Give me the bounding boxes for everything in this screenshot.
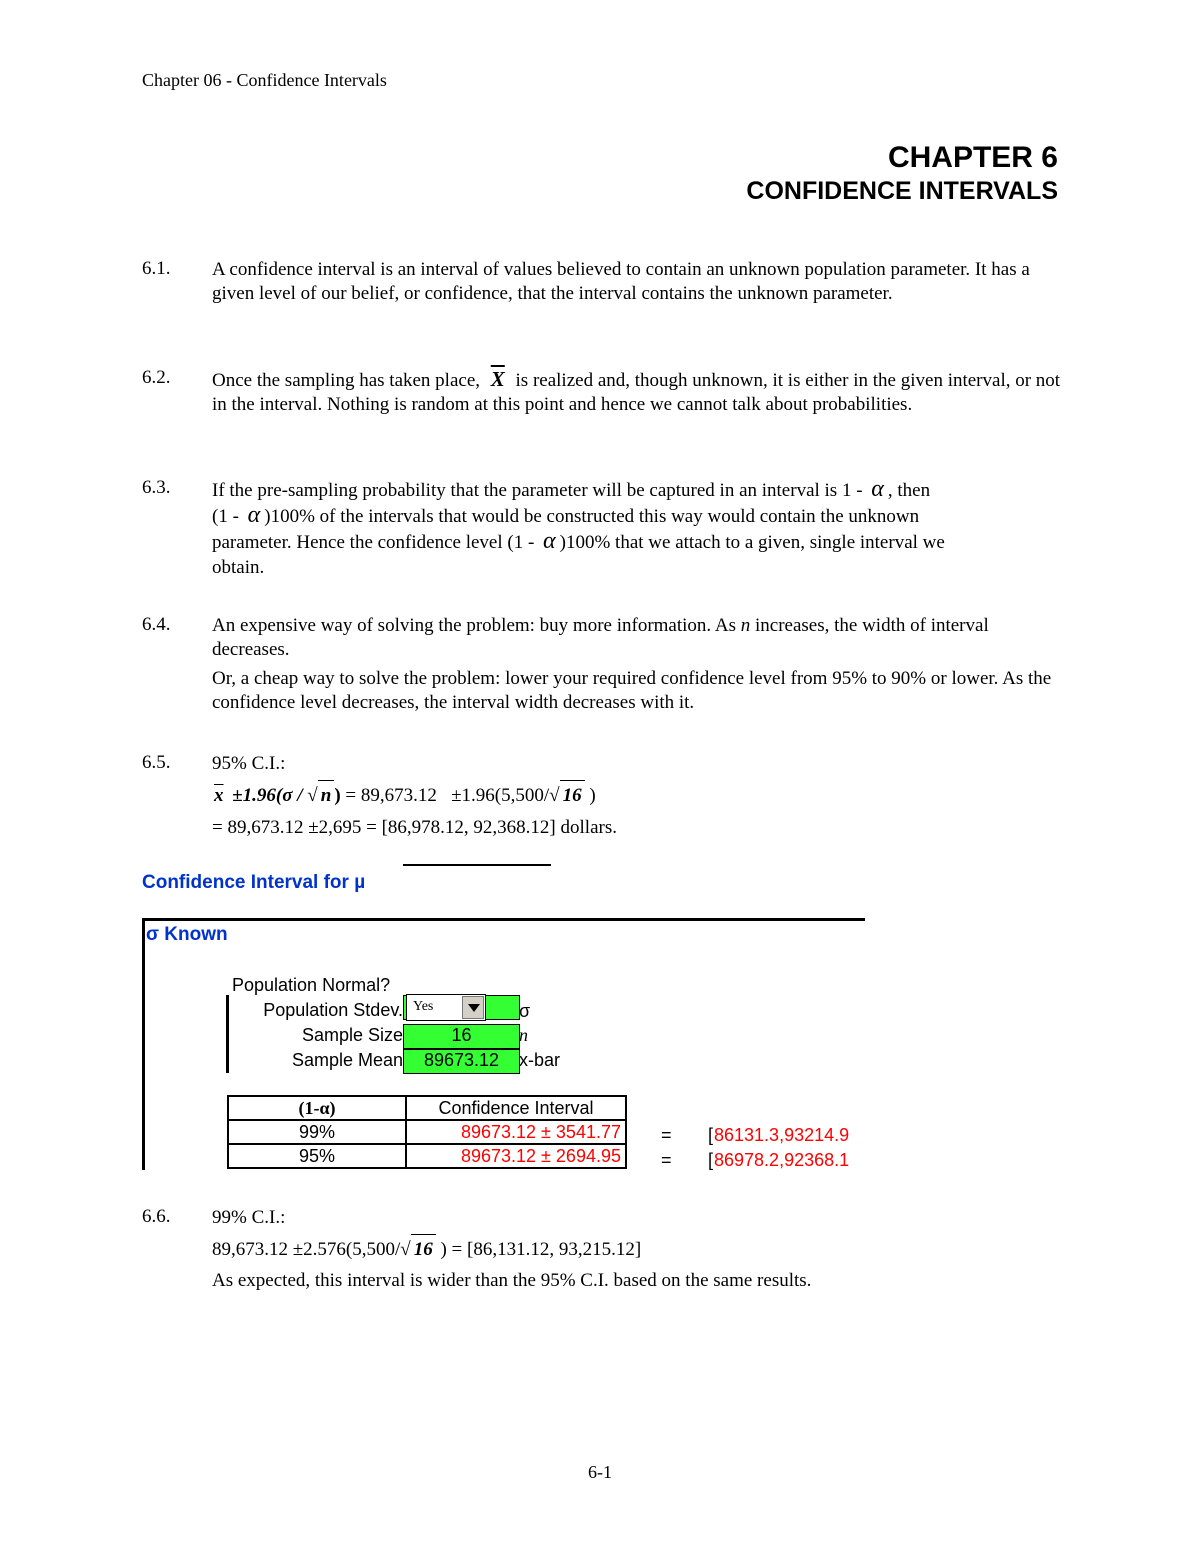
item-number: 6.3. bbox=[142, 477, 171, 498]
item-text: As expected, this interval is wider than the 95% C.I. based on the same results. bbox=[212, 1270, 812, 1291]
table-header: (1-α) bbox=[228, 1096, 406, 1120]
table-cell-level: 95% bbox=[228, 1144, 406, 1168]
sample-size-input[interactable]: 16 bbox=[403, 1024, 520, 1049]
xbar-symbol: $\overline{X}$ bbox=[490, 367, 505, 391]
item-text-part: increases, the width of interval decreases. bbox=[212, 615, 989, 660]
table-cell-interval: 89673.12 ± 2694.95 bbox=[406, 1144, 626, 1168]
chapter-number: CHAPTER 6 bbox=[887, 141, 1058, 174]
item-heading: 95% C.I.: bbox=[212, 753, 286, 774]
dropdown-value: Yes bbox=[413, 999, 434, 1014]
item-text-part: obtain. bbox=[212, 557, 265, 578]
chevron-down-icon[interactable] bbox=[462, 996, 484, 1019]
equals-sign: = bbox=[661, 1125, 672, 1145]
chapter-title: CONFIDENCE INTERVALS bbox=[746, 177, 1058, 205]
item-text-part: (1 - bbox=[212, 506, 239, 527]
formula-part: ±1.96(5,500/ bbox=[451, 785, 550, 806]
formula-part: = 89,673.12 bbox=[345, 785, 437, 806]
alpha-symbol: α bbox=[543, 528, 556, 554]
formula-part: σ / bbox=[282, 785, 303, 806]
sample-mean-input[interactable]: 89673.12 bbox=[403, 1049, 520, 1074]
sqrt-symbol: √ 16 bbox=[549, 780, 584, 811]
table-cell-level: 99% bbox=[228, 1120, 406, 1144]
item-number: 6.6. bbox=[142, 1206, 171, 1227]
sample-size-label: Sample Size bbox=[301, 1025, 403, 1045]
item-text-part: An expensive way of solving the problem: buy more information. As bbox=[212, 615, 736, 636]
item-text-part: is realized and, though unknown, it is either in the given interval, or not in the interval. Nothing is random at this point and hence we cannot talk about probabilities. bbox=[212, 370, 1061, 415]
box-border-top bbox=[142, 918, 865, 921]
running-head: Chapter 06 - Confidence Intervals bbox=[142, 70, 387, 90]
n-symbol: n bbox=[519, 1025, 528, 1045]
formula-part: 89,673.12 ±2.576(5,500/ bbox=[212, 1239, 401, 1260]
n-symbol: n bbox=[740, 615, 751, 636]
item-number: 6.1. bbox=[142, 258, 171, 279]
formula-part: ) bbox=[589, 785, 596, 806]
box-border-left bbox=[142, 920, 145, 1170]
radicand: 16 bbox=[560, 780, 585, 811]
alpha-symbol: α bbox=[871, 476, 884, 502]
page-number: 6-1 bbox=[588, 1462, 612, 1482]
bracket: [ bbox=[708, 1125, 714, 1145]
item-text-part: )100% of the intervals that would be constructed this way would contain the unknown bbox=[264, 506, 920, 527]
item-text-continued: Or, a cheap way to solve the problem: lower your required confidence level from 95% to 90% or lower. As the confidence level decreases, the interval width decreases with it. bbox=[212, 668, 1052, 713]
confidence-interval-table bbox=[227, 1095, 627, 1169]
formula-line bbox=[214, 780, 596, 811]
sample-mean-label: Sample Mean bbox=[291, 1050, 403, 1070]
item-text: A confidence interval is an interval of values believed to contain an unknown population parameter. It has a given level of our belief, or confidence, that the interval contains the unknown parameter. bbox=[212, 259, 1030, 304]
formula-part: ) bbox=[334, 785, 341, 806]
item-text bbox=[212, 367, 1062, 417]
item-number: 6.5. bbox=[142, 752, 171, 773]
radicand: n bbox=[318, 780, 335, 811]
bracket: [ bbox=[708, 1150, 714, 1170]
population-normal-dropdown[interactable] bbox=[406, 994, 486, 1021]
radicand: 16 bbox=[411, 1234, 436, 1265]
item-text bbox=[212, 477, 1062, 580]
xbar-label: x-bar bbox=[519, 1050, 561, 1070]
formula-line bbox=[212, 1234, 641, 1265]
table-row bbox=[228, 1120, 626, 1144]
item-text-part: parameter. Hence the confidence level (1 - bbox=[212, 532, 535, 553]
chapter-heading bbox=[746, 140, 1058, 206]
equals-sign: = bbox=[661, 1150, 672, 1170]
result-interval: 86978.2,92368.1 bbox=[714, 1150, 850, 1170]
alpha-symbol: α bbox=[247, 502, 261, 528]
divider bbox=[403, 864, 551, 866]
pop-normal-label: Population Normal? bbox=[232, 975, 391, 995]
item-text-part: )100% that we attach to a given, single interval we bbox=[559, 532, 945, 553]
item-number: 6.2. bbox=[142, 367, 171, 388]
item-heading: 99% C.I.: bbox=[212, 1207, 286, 1228]
xbar-symbol: $\overline{x}$ bbox=[214, 785, 224, 806]
sigma-symbol: σ bbox=[519, 1001, 531, 1021]
table-row bbox=[228, 1144, 626, 1168]
table-header-row bbox=[228, 1096, 626, 1120]
spreadsheet-title: Confidence Interval for µ bbox=[142, 872, 366, 893]
item-text-part: Once the sampling has taken place, bbox=[212, 370, 481, 391]
item-text-part: If the pre-sampling probability that the parameter will be captured in an interval is 1 - bbox=[212, 480, 863, 501]
sqrt-symbol: √ 16 bbox=[400, 1234, 435, 1265]
table-cell-interval: 89673.12 ± 3541.77 bbox=[406, 1120, 626, 1144]
item-text bbox=[212, 614, 1062, 662]
section-label: σ Known bbox=[146, 924, 228, 945]
table-header: Confidence Interval bbox=[406, 1096, 626, 1120]
item-text-part: , then bbox=[887, 480, 931, 501]
formula-line: = 89,673.12 ±2,695 = [86,978.12, 92,368.12] dollars. bbox=[212, 817, 617, 838]
result-interval: 86131.3,93214.9 bbox=[714, 1125, 850, 1145]
inner-border bbox=[226, 995, 229, 1073]
formula-part: ±1.96( bbox=[232, 785, 283, 806]
pop-stdev-label: Population Stdev. bbox=[263, 1000, 403, 1020]
item-number: 6.4. bbox=[142, 614, 171, 635]
formula-part: ) = [86,131.12, 93,215.12] bbox=[440, 1239, 642, 1260]
sqrt-symbol: √ n bbox=[307, 780, 334, 811]
